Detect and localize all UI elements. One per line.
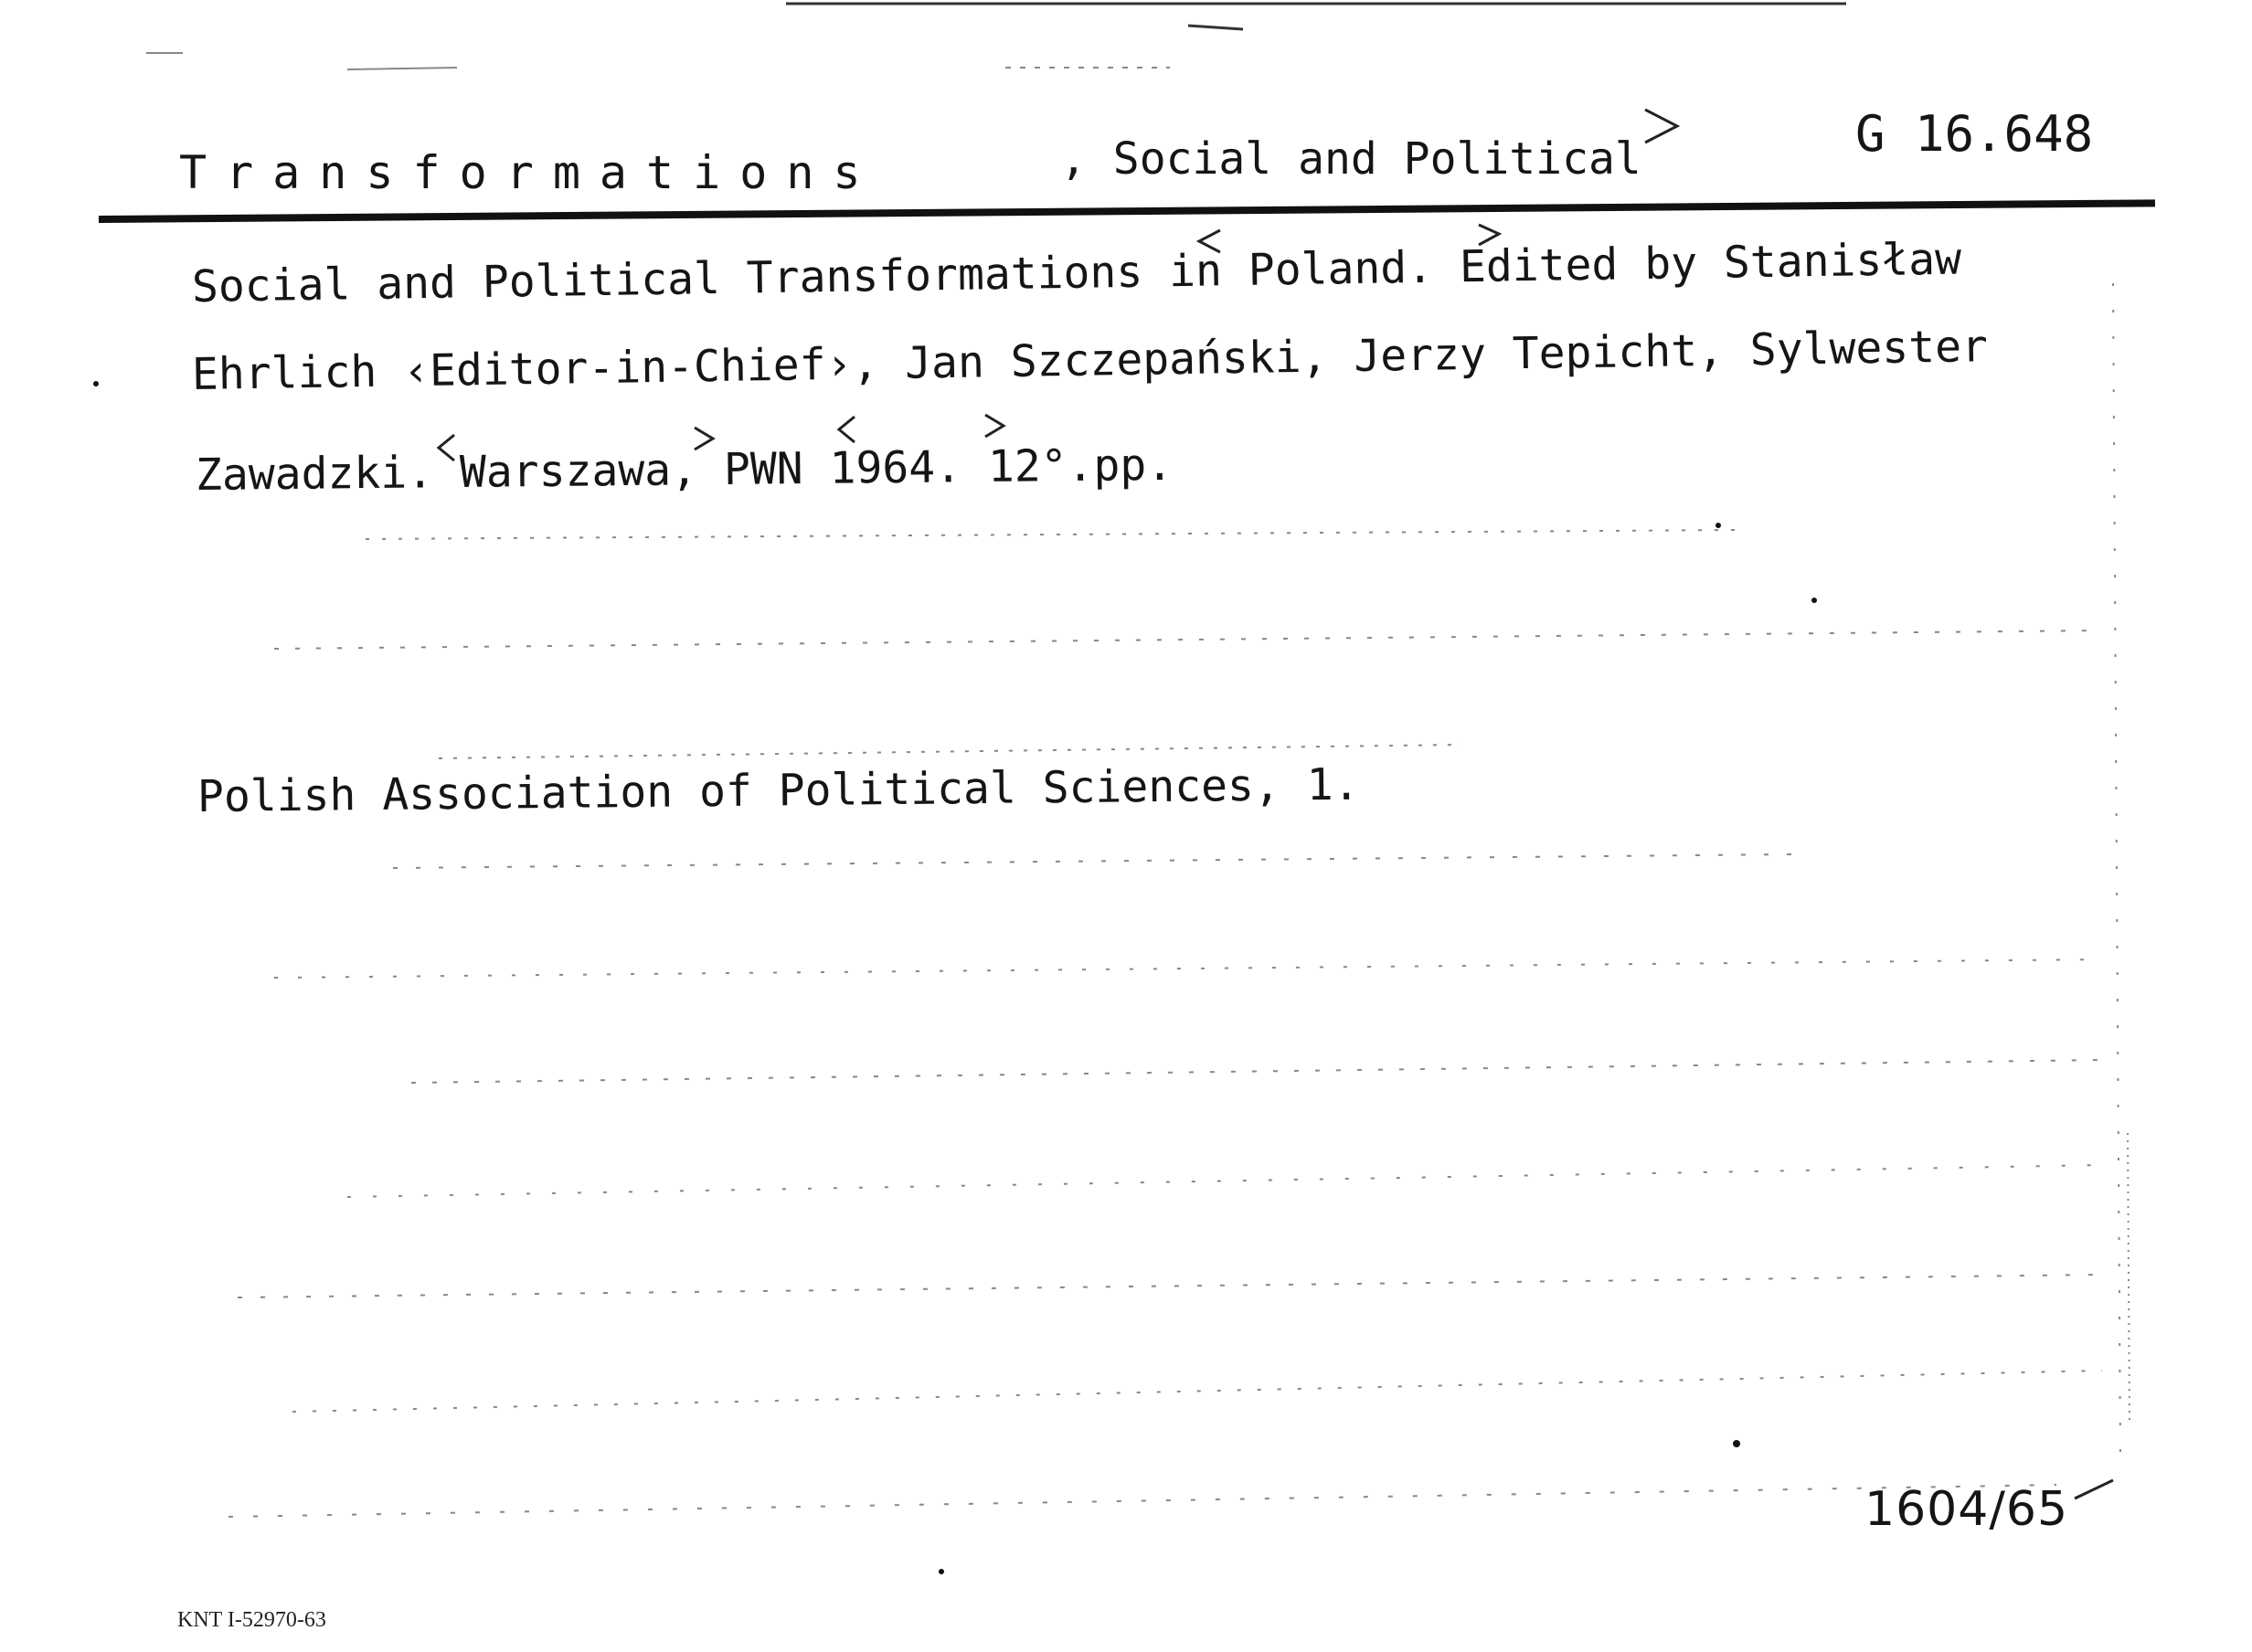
subject-heading-qualifier: , Social and Political xyxy=(1060,133,1641,185)
printer-mark: KNT I-52970-63 xyxy=(177,1608,326,1632)
entry-line-3: Zawadzki. Warszawa, PWN 1964. 12°.pp. xyxy=(195,439,1174,501)
series-note: Polish Association of Political Sciences, 1. xyxy=(197,758,1360,822)
call-number: G 16.648 xyxy=(1855,105,2094,163)
accession-number: 1604/65 xyxy=(1864,1482,2069,1537)
entry-line-2: Ehrlich ‹Editor-in-Chief›, Jan Szczepański, Jerzy Tepicht, Sylwester xyxy=(191,321,1989,400)
entry-line-1: Social and Political Transformations in Poland. Edited by Stanisław xyxy=(191,233,1962,312)
subject-heading-main: Transformations xyxy=(179,146,880,199)
